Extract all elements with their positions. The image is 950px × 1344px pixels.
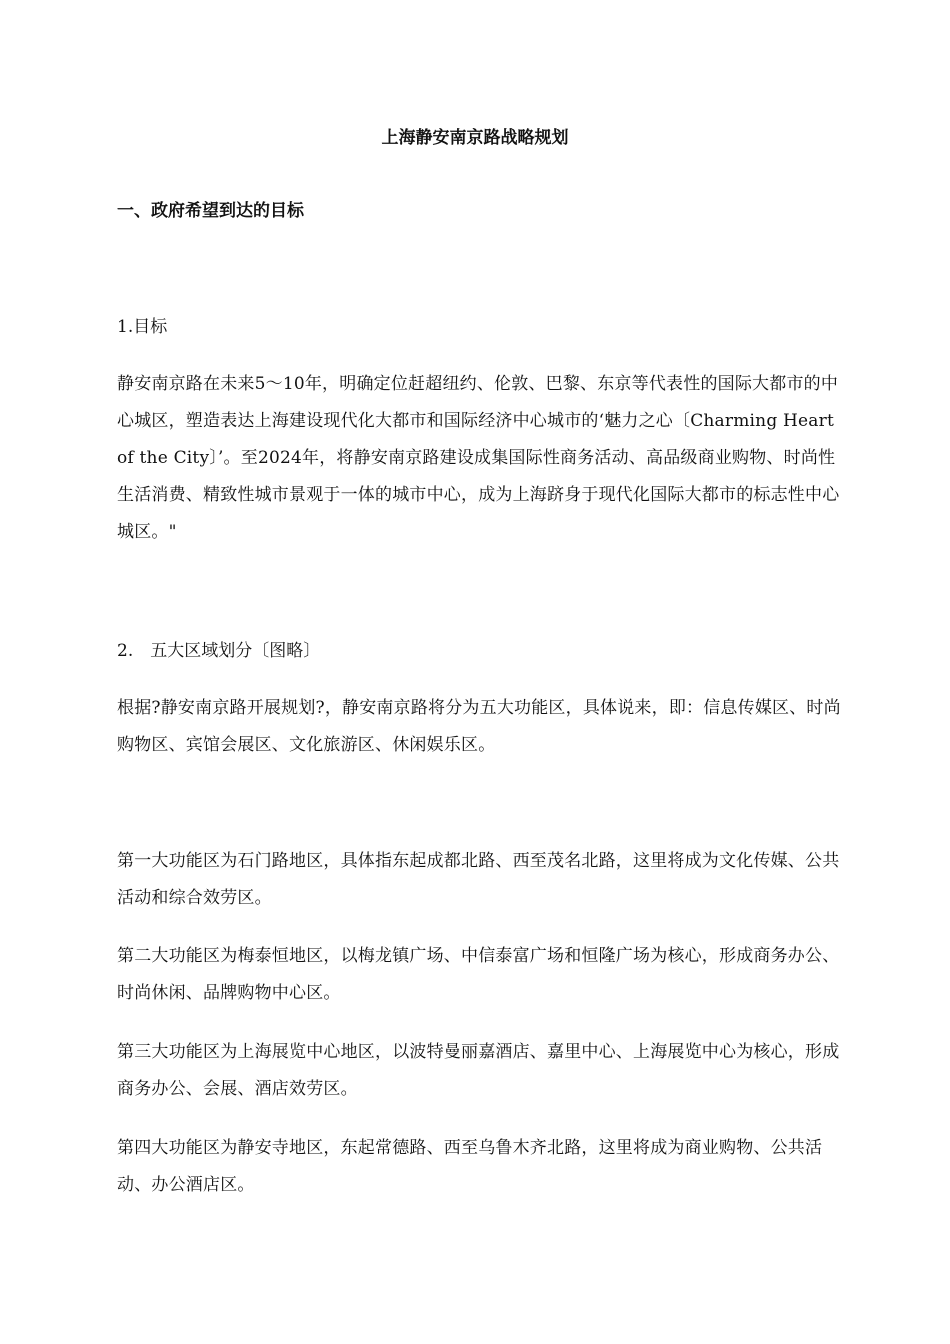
section-heading-goals: 一、政府希望到达的目标 (117, 201, 304, 221)
document-title: 上海静安南京路战略规划 (381, 128, 569, 148)
subheading-five-zones: 2. 五大区域划分〔图略〕 (117, 641, 321, 661)
zone-4-paragraph: 第四大功能区为静安寺地区，东起常德路、西至乌鲁木齐北路，这里将成为商业购物、公共活动、办公酒店区。 (117, 1138, 823, 1195)
zone-1-paragraph: 第一大功能区为石门路地区，具体指东起成都北路、西至茂名北路，这里将成为文化传媒、公共活动和综合效劳区。 (117, 851, 840, 908)
goal-paragraph: 静安南京路在未来5～10年，明确定位赶超纽约、伦敦、巴黎、东京等代表性的国际大都市的中心城区，塑造表达上海建设现代化大都市和国际经济中心城市的‘魅力之心〔Charming Heart of the City〕’。至2024年，将静安南京路建设成集国际性商务活动、高品级商业购物、时尚性生活消费、精致性城市景观于一体的城市中心，成为上海跻身于现代化国际大都市的标志性中心城区。" (117, 374, 840, 542)
zone-3-paragraph: 第三大功能区为上海展览中心地区，以波特曼丽嘉酒店、嘉里中心、上海展览中心为核心，形成商务办公、会展、酒店效劳区。 (117, 1042, 840, 1099)
subheading-goal: 1.目标 (117, 317, 168, 337)
zones-intro-paragraph: 根据?静安南京路开展规划?，静安南京路将分为五大功能区，具体说来，即：信息传媒区、时尚购物区、宾馆会展区、文化旅游区、休闲娱乐区。 (117, 698, 841, 755)
zone-2-paragraph: 第二大功能区为梅泰恒地区，以梅龙镇广场、中信泰富广场和恒隆广场为核心，形成商务办公、时尚休闲、品牌购物中心区。 (117, 946, 840, 1003)
